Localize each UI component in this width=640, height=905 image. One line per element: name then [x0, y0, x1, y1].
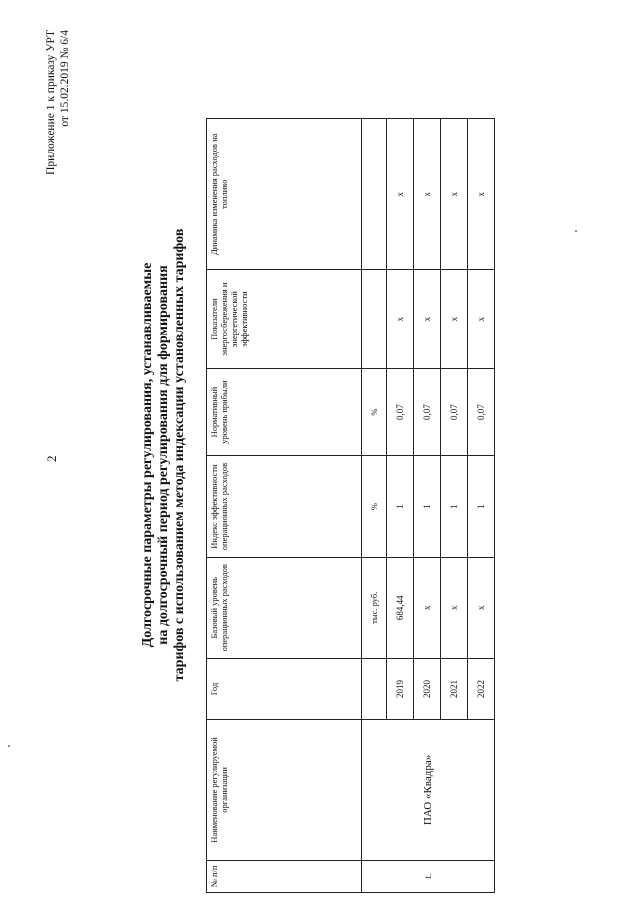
- base-cell: 684,44: [387, 557, 414, 658]
- title-line-3: тарифов с использованием метода индексации установленных тарифов: [172, 228, 187, 682]
- year-cell: 2019: [387, 658, 414, 720]
- parameters-table: [206, 118, 495, 893]
- index-cell: 1: [414, 456, 441, 557]
- units-row: [362, 119, 387, 893]
- appendix-line-2: от 15.02.2019 № 6/4: [59, 30, 71, 127]
- base-cell: x: [441, 557, 468, 658]
- header-num: № п/п: [207, 860, 362, 892]
- scan-speck: [8, 745, 10, 747]
- header-energy-indicators: Показатели энергосбережения и энергетической эффективности: [207, 270, 362, 368]
- header-profit-level: Нормативный уровень прибыли: [207, 368, 362, 456]
- energy-cell: x: [387, 270, 414, 368]
- fuel-cell: x: [387, 119, 414, 270]
- units-profit-cell: %: [362, 368, 387, 456]
- fuel-cell: x: [441, 119, 468, 270]
- org-name-cell: ПАО «Квадра»: [362, 720, 495, 860]
- appendix-note: [44, 30, 72, 205]
- index-cell: 1: [441, 456, 468, 557]
- base-cell: x: [468, 557, 495, 658]
- title-line-1: Долгосрочные параметры регулирования, устанавливаемые: [140, 262, 155, 648]
- year-cell: 2021: [441, 658, 468, 720]
- units-fuel-cell: [362, 119, 387, 270]
- units-year-cell: [362, 658, 387, 720]
- index-cell: 1: [468, 456, 495, 557]
- profit-cell: 0,07: [387, 368, 414, 456]
- header-org: Наименование регулируемой организации: [207, 720, 362, 860]
- units-index-cell: %: [362, 456, 387, 557]
- table-header-row: [207, 119, 362, 893]
- energy-cell: x: [441, 270, 468, 368]
- header-base-level: Базовый уровень операционных расходов: [207, 557, 362, 658]
- fuel-cell: x: [468, 119, 495, 270]
- appendix-line-1: Приложение 1 к приказу УРТ: [45, 30, 57, 175]
- base-cell: x: [414, 557, 441, 658]
- page-number: 2: [44, 455, 59, 462]
- fuel-cell: x: [414, 119, 441, 270]
- header-year: Год: [207, 658, 362, 720]
- energy-cell: x: [468, 270, 495, 368]
- units-energy-cell: [362, 270, 387, 368]
- year-cell: 2020: [414, 658, 441, 720]
- units-base-cell: тыс. руб.: [362, 557, 387, 658]
- header-fuel-dynamics: Динамика изменения расходов на топливо: [207, 119, 362, 270]
- index-cell: 1: [387, 456, 414, 557]
- title-line-2: на долгосрочный период регулирования для формирования: [156, 265, 171, 645]
- profit-cell: 0,07: [468, 368, 495, 456]
- header-efficiency-index: Индекс эффективности операционных расходов: [207, 456, 362, 557]
- energy-cell: x: [414, 270, 441, 368]
- profit-cell: 0,07: [414, 368, 441, 456]
- scan-speck: [575, 230, 577, 232]
- document-title: [140, 135, 188, 775]
- profit-cell: 0,07: [441, 368, 468, 456]
- org-number-cell: 1.: [362, 860, 495, 892]
- year-cell: 2022: [468, 658, 495, 720]
